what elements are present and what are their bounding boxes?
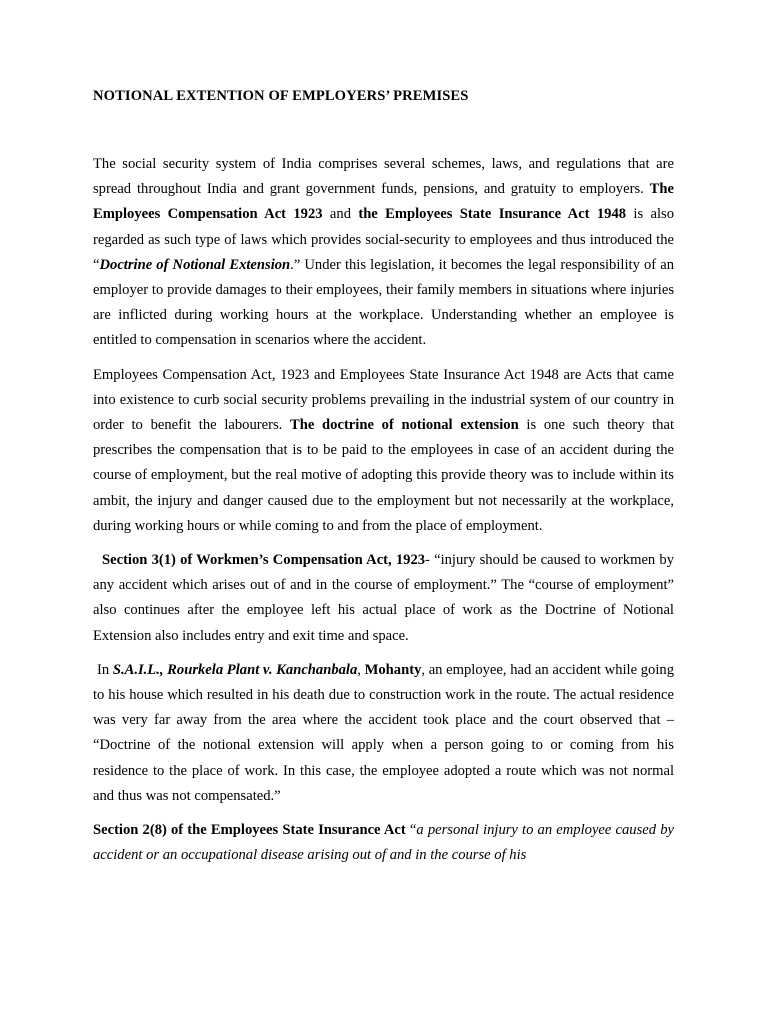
p4-text-3: , an employee, had an accident while going to his house which resulted in his death due to construction work in the route. The actual residence was very far away from the area where the accident took place and the court observed that – “Doctrine of the notional extension will apply when a person going to or coming from his residence to the place of work. In this case, the employee adopted a route which was not normal and thus was not compensated.” [93, 661, 674, 804]
p4-text-2: , [357, 661, 365, 678]
p2-text-1: Employees Compensation Act, 1923 and Employees State Insurance Act 1948 are Acts that came into existence to curb social security problems prevailing in the industrial system of our country in order to benefit the labourers. [93, 366, 674, 434]
p1-text-3: is also regarded as such type of laws which provides social-security to employees and thus introduced the “ [93, 206, 674, 273]
p1-bold-esi-act: the Employees State Insurance Act 1948 [358, 206, 627, 223]
p4-text-1: In [97, 661, 113, 678]
p3-bold-section: Section 3(1) of Workmen’s Compensation Act, 1923 [102, 552, 426, 569]
p4-bold-mohanty: Mohanty [364, 661, 422, 678]
paragraph-acts-existence [93, 363, 674, 539]
paragraph-section-3-1 [93, 548, 674, 649]
p5-text-1: “ [405, 822, 417, 839]
p2-bold-doctrine: The doctrine of notional extension [290, 417, 519, 434]
p1-doctrine-term: Doctrine of Notional Extension [99, 256, 291, 273]
p1-text-2: and [322, 206, 359, 223]
p3-text-1: - “injury should be caused to workmen by any accident which arises out of and in the course of employment.” The “course of employment” also continues after the employee left his actual place of work as the Doctrine of Notional Extension also includes entry and exit time and space. [93, 552, 674, 644]
p5-italic-quote: a personal injury to an employee caused by accident or an occupational disease arising out of and in the course of his [93, 822, 674, 864]
paragraph-sail-case [93, 658, 674, 809]
p2-text-2: is one such theory that prescribes the compensation that is to be paid to the employees in case of an accident during the course of employment, but the real motive of adopting this provide theory was to include within its ambit, the injury and danger caused due to the employment but not necessarily at the workplace, during working hours or while coming to and from the place of employment. [93, 417, 674, 534]
p1-text-4: .” Under this legislation, it becomes the legal responsibility of an employer to provide damages to their employees, their family members in situations where injuries are inflicted during working hours at the workplace. Understanding whether an employee is entitled to compensation in scenarios where the accident. [93, 256, 674, 349]
document-page [93, 86, 674, 877]
p1-text-1: The social security system of India comprises several schemes, laws, and regulations that are spread throughout India and grant government funds, pensions, and gratuity to employers. [93, 156, 674, 198]
p1-bold-employees-compensation-act: The Employees Compensation Act 1923 [93, 181, 674, 223]
p4-case-name: S.A.I.L., Rourkela Plant v. Kanchanbala [112, 661, 358, 678]
document-title: NOTIONAL EXTENTION OF EMPLOYERS’ PREMISES [93, 88, 469, 104]
p5-bold-section: Section 2(8) of the Employees State Insurance Act [93, 822, 406, 839]
paragraph-section-2-8 [93, 818, 674, 868]
paragraph-social-security [93, 152, 674, 354]
